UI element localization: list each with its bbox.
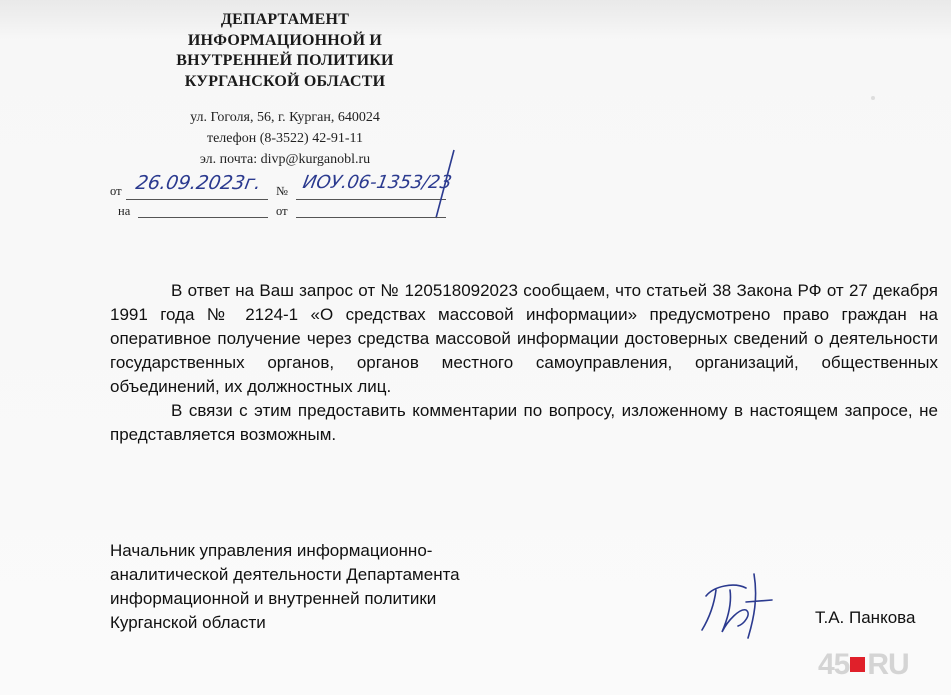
reg-ref-from-line	[296, 217, 446, 218]
reg-number-line	[296, 199, 446, 200]
signer-position	[110, 539, 460, 635]
signer-line: информационной и внутренней политики	[110, 589, 437, 608]
watermark-square-icon	[850, 657, 865, 672]
address: ул. Гоголя, 56, г. Курган, 640024	[190, 110, 380, 125]
signer-line: аналитической деятельности Департамента	[110, 565, 460, 584]
reg-to-label: на	[118, 204, 131, 218]
header-line: ВНУТРЕННЕЙ ПОЛИТИКИ	[176, 52, 394, 69]
letter-body	[110, 279, 938, 447]
body-paragraph-1: В ответ на Ваш запрос от № 120518092023 сообщаем, что статьей 38 Закона РФ от 27 декабря 1991 года № 2124-1 «О средствах массовой информации» предусмотрено право граждан на оперативное получение через средства массовой информации достоверных сведений о деятельности государственных органов, органов местного самоуправления, организаций, общественных объединений, их должностных лиц.	[110, 281, 938, 396]
signer-line: Начальник управления информационно-	[110, 541, 433, 560]
watermark-suffix: RU	[867, 648, 909, 681]
department-header	[150, 10, 420, 92]
phone: телефон (8-3522) 42-91-11	[206, 131, 364, 146]
reg-date-handwritten: 26.09.2023г.	[134, 172, 263, 194]
handwritten-signature	[694, 568, 789, 643]
signer-name: Т.А. Панкова	[815, 608, 916, 627]
header-line: КУРГАНСКОЙ ОБЛАСТИ	[184, 72, 386, 90]
header-line: ДЕПАРТАМЕНТ	[220, 11, 350, 28]
email: эл. почта: divp@kurganobl.ru	[199, 152, 371, 167]
watermark-logo	[818, 648, 909, 682]
number-stroke	[432, 148, 458, 220]
contact-block	[150, 107, 420, 170]
reg-number-handwritten: ИОУ.06-1353/23	[301, 172, 454, 193]
header-line: ИНФОРМАЦИОННОЙ И	[187, 31, 383, 49]
paper-speck	[871, 96, 875, 100]
reg-date-line	[126, 199, 268, 200]
reg-from-label: от	[110, 184, 122, 198]
reg-number-label: №	[276, 184, 288, 198]
reg-ref-from-label: от	[276, 204, 288, 218]
signer-line: Курганской области	[110, 613, 266, 632]
reg-to-line	[138, 217, 268, 218]
watermark-prefix: 45	[818, 648, 850, 681]
body-paragraph-2: В связи с этим предоставить комментарии по вопросу, изложенному в настоящем запросе, не представляется возможным.	[110, 401, 938, 444]
